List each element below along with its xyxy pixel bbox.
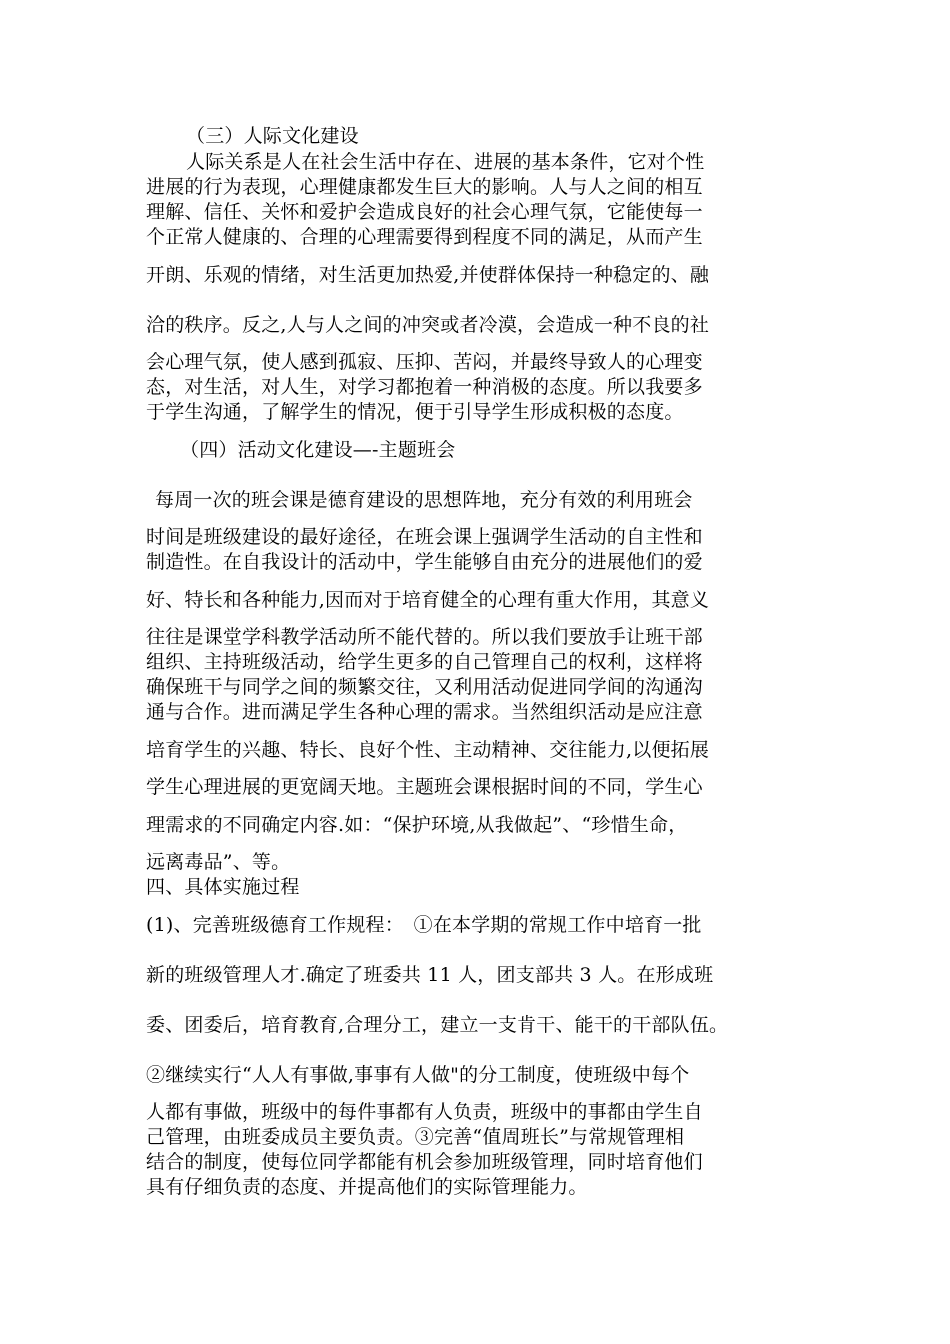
paragraph-line: 培育学生的兴趣、特长、良好个性、主动精神、交往能力,以便拓展	[146, 739, 710, 761]
paragraph-line: 己管理，由班委成员主要负责。③完善“值周班长”与常规管理相	[146, 1126, 685, 1148]
paragraph-line: 每周一次的班会课是德育建设的思想阵地，充分有效的利用班会	[155, 489, 693, 511]
paragraph-line: 好、特长和各种能力,因而对于培育健全的心理有重大作用，其意义	[146, 589, 710, 611]
paragraph-line: 新的班级管理人才.确定了班委共 11 人，团支部共 3 人。在形成班	[146, 964, 714, 986]
paragraph-line: 委、团委后，培育教育,合理分工，建立一支肯干、能干的干部队伍。	[146, 1014, 729, 1036]
paragraph-line: 态，对生活，对人生，对学习都抱着一种消极的态度。所以我要多	[146, 376, 703, 398]
paragraph-line: 组织、主持班级活动，给学生更多的自己管理自己的权利，这样将	[146, 651, 703, 673]
section-heading-activity: （四）活动文化建设—-主题班会	[180, 439, 456, 461]
paragraph-line: 理解、信任、关怀和爱护会造成良好的社会心理气氛，它能使每一	[146, 201, 703, 223]
section-heading-interpersonal: （三）人际文化建设	[186, 125, 359, 147]
paragraph-line: 往往是课堂学科教学活动所不能代替的。所以我们要放手让班干部	[146, 626, 703, 648]
paragraph-line: 通与合作。进而满足学生各种心理的需求。当然组织活动是应注意	[146, 701, 703, 723]
paragraph-line: 理需求的不同确定内容.如：“保护环境,从我做起”、“珍惜生命，	[146, 814, 688, 836]
paragraph-line: 洽的秩序。反之,人与人之间的冲突或者冷漠，会造成一种不良的社	[146, 314, 710, 336]
paragraph-line: 学生心理进展的更宽阔天地。主题班会课根据时间的不同，学生心	[146, 776, 703, 798]
paragraph-line: 会心理气氛，使人感到孤寂、压抑、苦闷，并最终导致人的心理变	[146, 351, 703, 373]
paragraph-line: ②继续实行“人人有事做,事事有人做"的分工制度，使班级中每个	[146, 1064, 690, 1086]
paragraph-line: 结合的制度，使每位同学都能有机会参加班级管理，同时培育他们	[146, 1151, 703, 1173]
paragraph-line: (1)、完善班级德育工作规程： ①在本学期的常规工作中培育一批	[146, 914, 702, 936]
paragraph-line: 进展的行为表现，心理健康都发生巨大的影响。人与人之间的相互	[146, 176, 703, 198]
paragraph-line: 制造性。在自我设计的活动中，学生能够自由充分的进展他们的爱	[146, 551, 703, 573]
paragraph-line: 人际关系是人在社会生活中存在、进展的基本条件，它对个性	[186, 151, 705, 173]
paragraph-line: 时间是班级建设的最好途径，在班会课上强调学生活动的自主性和	[146, 526, 703, 548]
paragraph-line: 开朗、乐观的情绪，对生活更加热爱,并使群体保持一种稳定的、融	[146, 264, 710, 286]
paragraph-line: 具有仔细负责的态度、并提高他们的实际管理能力。	[146, 1176, 588, 1198]
paragraph-line: 远离毒品”、等。	[146, 851, 291, 873]
part-heading-implementation: 四、具体实施过程	[146, 876, 300, 898]
paragraph-line: 确保班干与同学之间的频繁交往，又利用活动促进同学间的沟通沟	[146, 676, 703, 698]
paragraph-line: 个正常人健康的、合理的心理需要得到程度不同的满足，从而产生	[146, 226, 703, 248]
paragraph-line: 于学生沟通，了解学生的情况，便于引导学生形成积极的态度。	[146, 401, 684, 423]
paragraph-line: 人都有事做，班级中的每件事都有人负责，班级中的事都由学生自	[146, 1101, 703, 1123]
